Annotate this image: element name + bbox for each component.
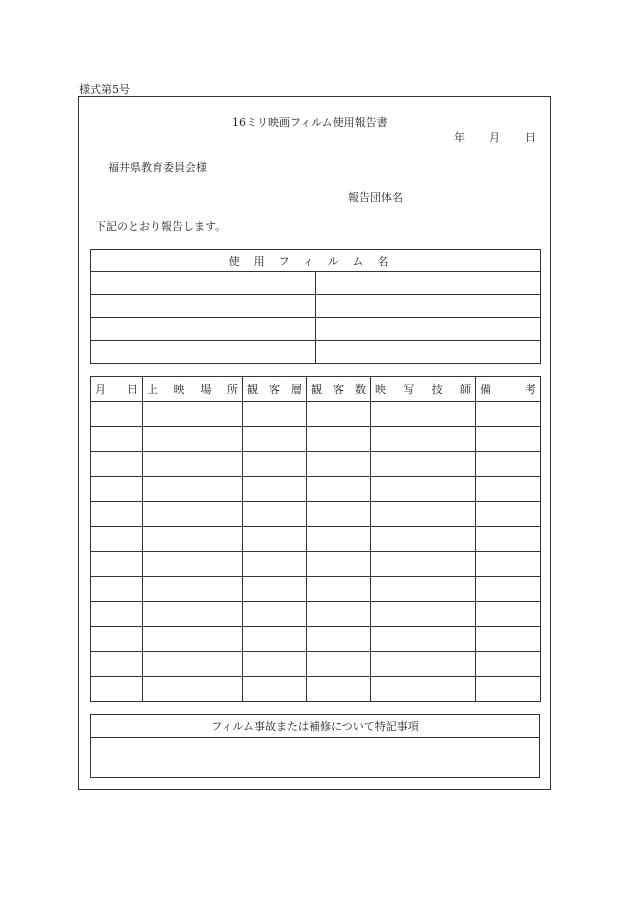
screening-cell[interactable] (476, 527, 541, 552)
header-char: 師 (459, 383, 471, 396)
screening-column-header (371, 377, 476, 402)
screening-cell[interactable] (371, 627, 476, 652)
table-row (91, 552, 541, 577)
header-char: 数 (355, 383, 366, 396)
film-name-cell[interactable] (316, 341, 541, 364)
screening-cell[interactable] (371, 502, 476, 527)
screening-cell[interactable] (243, 602, 307, 627)
notes-header: フィルム事故または補修について特記事項 (91, 715, 540, 738)
screening-cell[interactable] (91, 552, 143, 577)
screening-cell[interactable] (307, 577, 371, 602)
header-char: 備 (480, 383, 491, 396)
screening-cell[interactable] (91, 577, 143, 602)
screening-cell[interactable] (143, 627, 243, 652)
screening-cell[interactable] (307, 452, 371, 477)
screening-cell[interactable] (371, 552, 476, 577)
screening-cell[interactable] (307, 477, 371, 502)
screening-cell[interactable] (91, 677, 143, 702)
header-char: 観 (247, 383, 258, 396)
screening-cell[interactable] (91, 427, 143, 452)
header-char: 考 (525, 383, 536, 396)
screening-cell[interactable] (143, 577, 243, 602)
screening-cell[interactable] (307, 502, 371, 527)
screening-cell[interactable] (476, 677, 541, 702)
header-char: 観 (311, 383, 322, 396)
screening-cell[interactable] (476, 552, 541, 577)
screening-cell[interactable] (371, 677, 476, 702)
table-row (91, 452, 541, 477)
header-char: 技 (431, 383, 443, 396)
date-month-label: 月 (489, 131, 500, 144)
screening-cell[interactable] (243, 577, 307, 602)
screening-cell[interactable] (243, 677, 307, 702)
header-char: 映 (173, 383, 185, 396)
form-title: 16ミリ映画フィルム使用報告書 (232, 116, 388, 129)
intro-text: 下記のとおり報告します。 (95, 220, 227, 233)
form-number: 様式第5号 (79, 83, 130, 96)
screening-cell[interactable] (91, 502, 143, 527)
screening-cell[interactable] (371, 402, 476, 427)
addressee: 福井県教育委員会様 (108, 161, 207, 174)
table-row (91, 295, 541, 318)
screening-cell[interactable] (243, 477, 307, 502)
screening-cell[interactable] (307, 427, 371, 452)
screening-cell[interactable] (143, 527, 243, 552)
screening-cell[interactable] (307, 677, 371, 702)
screening-cell[interactable] (307, 552, 371, 577)
table-row (91, 272, 541, 295)
header-char: 月 (95, 383, 106, 396)
screening-cell[interactable] (307, 652, 371, 677)
film-name-cell[interactable] (316, 272, 541, 295)
screening-cell[interactable] (371, 527, 476, 552)
film-name-cell[interactable] (91, 341, 316, 364)
screening-column-header (243, 377, 307, 402)
screening-header-row (91, 377, 541, 402)
screening-cell[interactable] (371, 477, 476, 502)
screening-cell[interactable] (476, 452, 541, 477)
header-char: 日 (127, 383, 138, 396)
screening-cell[interactable] (371, 577, 476, 602)
screening-cell[interactable] (143, 502, 243, 527)
table-row (91, 677, 541, 702)
screening-cell[interactable] (476, 602, 541, 627)
screening-cell[interactable] (143, 552, 243, 577)
notes-cell[interactable] (91, 738, 540, 778)
screening-cell[interactable] (476, 477, 541, 502)
film-name-cell[interactable] (91, 295, 316, 318)
table-row (91, 627, 541, 652)
screening-cell[interactable] (243, 652, 307, 677)
table-row (91, 341, 541, 364)
table-row (91, 402, 541, 427)
table-row (91, 527, 541, 552)
screening-cell[interactable] (476, 402, 541, 427)
screening-cell[interactable] (91, 477, 143, 502)
screening-cell[interactable] (91, 652, 143, 677)
screening-cell[interactable] (307, 627, 371, 652)
screening-cell[interactable] (307, 402, 371, 427)
screening-cell[interactable] (476, 577, 541, 602)
film-name-cell[interactable] (316, 318, 541, 341)
screening-cell[interactable] (476, 427, 541, 452)
table-row (91, 502, 541, 527)
header-char: 所 (226, 383, 238, 396)
screening-cell[interactable] (371, 427, 476, 452)
screening-cell[interactable] (243, 402, 307, 427)
notes-table (90, 714, 540, 778)
screening-table (90, 376, 541, 702)
screening-column-header (91, 377, 143, 402)
table-row (91, 652, 541, 677)
screening-cell[interactable] (243, 427, 307, 452)
screening-cell[interactable] (143, 402, 243, 427)
screening-cell[interactable] (143, 677, 243, 702)
header-char: 客 (269, 383, 280, 396)
table-row (91, 602, 541, 627)
film-name-cell[interactable] (91, 318, 316, 341)
screening-cell[interactable] (243, 527, 307, 552)
film-name-table (90, 249, 541, 364)
date-day-label: 日 (525, 131, 536, 144)
header-char: 上 (147, 383, 158, 396)
screening-column-header (476, 377, 541, 402)
screening-cell[interactable] (91, 452, 143, 477)
header-char: 映 (375, 383, 386, 396)
film-name-header: 使用フィルム名 (91, 250, 541, 272)
screening-cell[interactable] (371, 452, 476, 477)
org-name-label: 報告団体名 (348, 191, 403, 204)
screening-cell[interactable] (91, 527, 143, 552)
screening-cell[interactable] (243, 452, 307, 477)
date-year-label: 年 (454, 131, 465, 144)
screening-column-header (143, 377, 243, 402)
film-name-cell[interactable] (91, 272, 316, 295)
screening-cell[interactable] (371, 602, 476, 627)
table-row (91, 577, 541, 602)
screening-cell[interactable] (476, 502, 541, 527)
screening-cell[interactable] (243, 552, 307, 577)
screening-cell[interactable] (307, 602, 371, 627)
header-char: 客 (333, 383, 344, 396)
table-row (91, 318, 541, 341)
table-row (91, 477, 541, 502)
screening-cell[interactable] (371, 652, 476, 677)
screening-cell[interactable] (243, 627, 307, 652)
screening-cell[interactable] (243, 502, 307, 527)
table-row (91, 427, 541, 452)
screening-cell[interactable] (91, 627, 143, 652)
screening-cell[interactable] (476, 627, 541, 652)
screening-cell[interactable] (91, 602, 143, 627)
screening-cell[interactable] (91, 402, 143, 427)
header-char: 場 (200, 383, 212, 396)
screening-cell[interactable] (307, 527, 371, 552)
screening-cell[interactable] (143, 452, 243, 477)
screening-cell[interactable] (143, 602, 243, 627)
header-char: 写 (403, 383, 415, 396)
screening-cell[interactable] (143, 477, 243, 502)
screening-cell[interactable] (143, 652, 243, 677)
header-char: 層 (291, 383, 302, 396)
screening-cell[interactable] (143, 427, 243, 452)
screening-cell[interactable] (476, 652, 541, 677)
film-name-cell[interactable] (316, 295, 541, 318)
screening-column-header (307, 377, 371, 402)
